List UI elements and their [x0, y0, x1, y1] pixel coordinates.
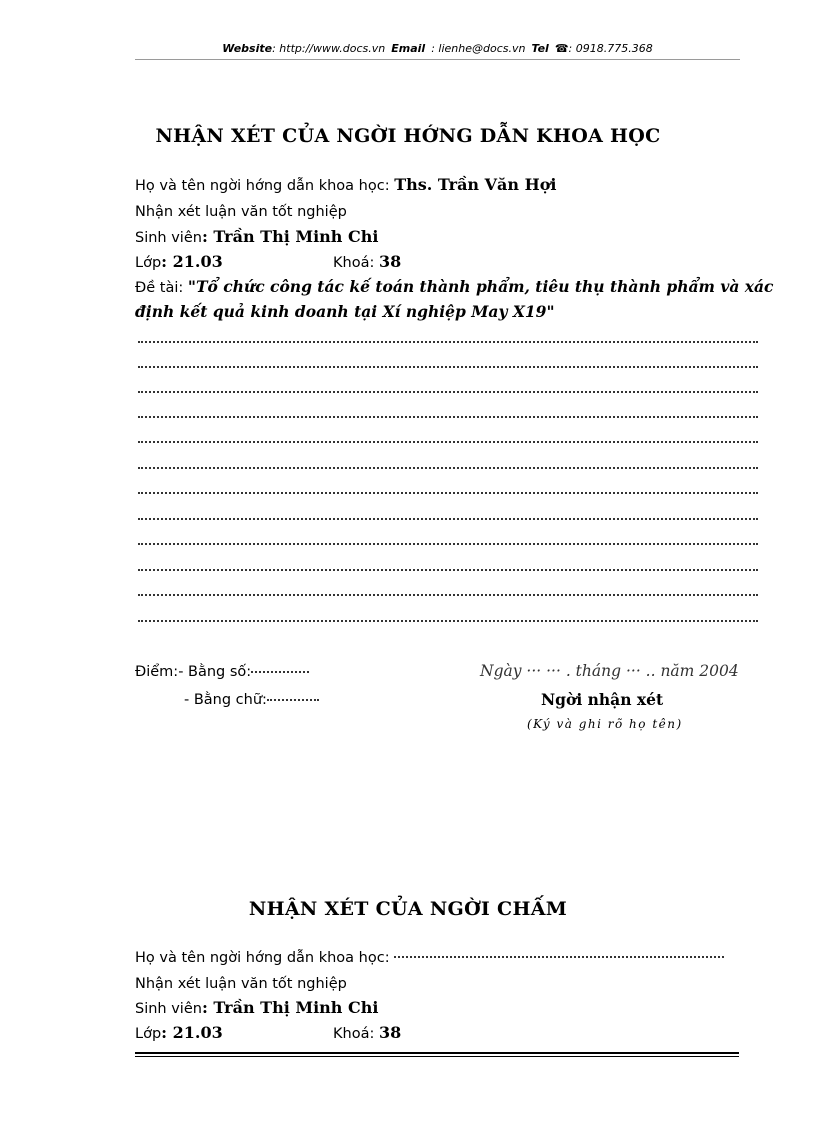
grader-name-blank [394, 956, 724, 958]
course-field-2 [333, 1023, 401, 1044]
review-text-2: Nhận xét luận văn tốt nghiệp [135, 976, 347, 992]
comment-line [138, 620, 758, 622]
topic-line-1 [135, 277, 774, 298]
class-label: Lớp [135, 255, 162, 271]
score-numeric [135, 664, 309, 680]
phone-icon: ☎ [554, 42, 569, 55]
advisor-label: Họ và tên ngời hớng dẫn khoa học: [135, 178, 395, 194]
footer-rule [135, 1052, 739, 1057]
grader-review-title: NHẬN XÉT CỦA NGỜI CHẤM [248, 898, 568, 920]
student-name: : Trần Thị Minh Chi [201, 227, 379, 246]
topic-label: Đề tài: [135, 280, 188, 296]
comment-line [138, 518, 758, 520]
score-words-label: - Bằng chữ: [184, 692, 267, 708]
advisor-name: Ths. Trần Văn Hợi [394, 175, 557, 194]
course-value-2: 38 [378, 1023, 402, 1042]
page-header [135, 42, 740, 60]
comment-line [138, 341, 758, 343]
advisor-line [135, 175, 556, 196]
course-label-2: Khoá: [333, 1026, 379, 1042]
student-line-2 [135, 998, 378, 1019]
tel-value: : 0918.775.368 [568, 42, 653, 55]
student-label: Sinh viên [135, 230, 202, 246]
score-numeric-blank [251, 671, 309, 673]
website-value: : http://www.docs.vn [272, 42, 386, 55]
class-value: : 21.03 [161, 252, 223, 271]
comment-line [138, 366, 758, 368]
tel-label: Tel [531, 42, 549, 55]
score-words [184, 692, 319, 708]
email-value: : lienhe@docs.vn [431, 42, 526, 55]
student-name-2: : Trần Thị Minh Chi [201, 998, 379, 1017]
comment-line [138, 416, 758, 418]
comment-line [138, 391, 758, 393]
signature-note: (Ký và ghi rõ họ tên) [527, 717, 683, 731]
topic-text-1: "Tổ chức công tác kế toán thành phẩm, tiêu thụ thành phẩm và xác [187, 277, 774, 296]
student-label-2: Sinh viên [135, 1001, 202, 1017]
class-line [135, 252, 535, 273]
grader-label: Họ và tên ngời hớng dẫn khoa học: [135, 950, 390, 966]
class-value-2: : 21.03 [161, 1023, 223, 1042]
signer-title: Ngời nhận xét [541, 690, 664, 709]
comment-line [138, 569, 758, 571]
comment-line [138, 492, 758, 494]
website-label: Website [222, 42, 273, 55]
email-label: Email [391, 42, 426, 55]
comment-line [138, 441, 758, 443]
topic-text-2: định kết quả kinh doanh tại Xí nghiệp May X19" [135, 302, 555, 321]
class-label-2: Lớp [135, 1026, 162, 1042]
class-line-2 [135, 1023, 535, 1044]
comment-line [138, 543, 758, 545]
review-text: Nhận xét luận văn tốt nghiệp [135, 204, 347, 220]
student-line [135, 227, 378, 248]
advisor-review-title: NHẬN XÉT CỦA NGỜI HỚNG DẪN KHOA HỌC [155, 125, 661, 147]
review-line-2 [135, 973, 347, 994]
comment-line [138, 467, 758, 469]
grader-line [135, 947, 724, 968]
topic-line-2 [135, 302, 555, 322]
score-numeric-label: Điểm:- Bằng số: [135, 664, 252, 680]
course-field [333, 252, 401, 273]
course-value: 38 [378, 252, 402, 271]
review-date: Ngày ··· ··· . tháng ··· .. năm 2004 [480, 662, 739, 680]
score-words-blank [267, 699, 319, 701]
comment-line [138, 594, 758, 596]
course-label: Khoá: [333, 255, 379, 271]
review-line [135, 201, 347, 222]
